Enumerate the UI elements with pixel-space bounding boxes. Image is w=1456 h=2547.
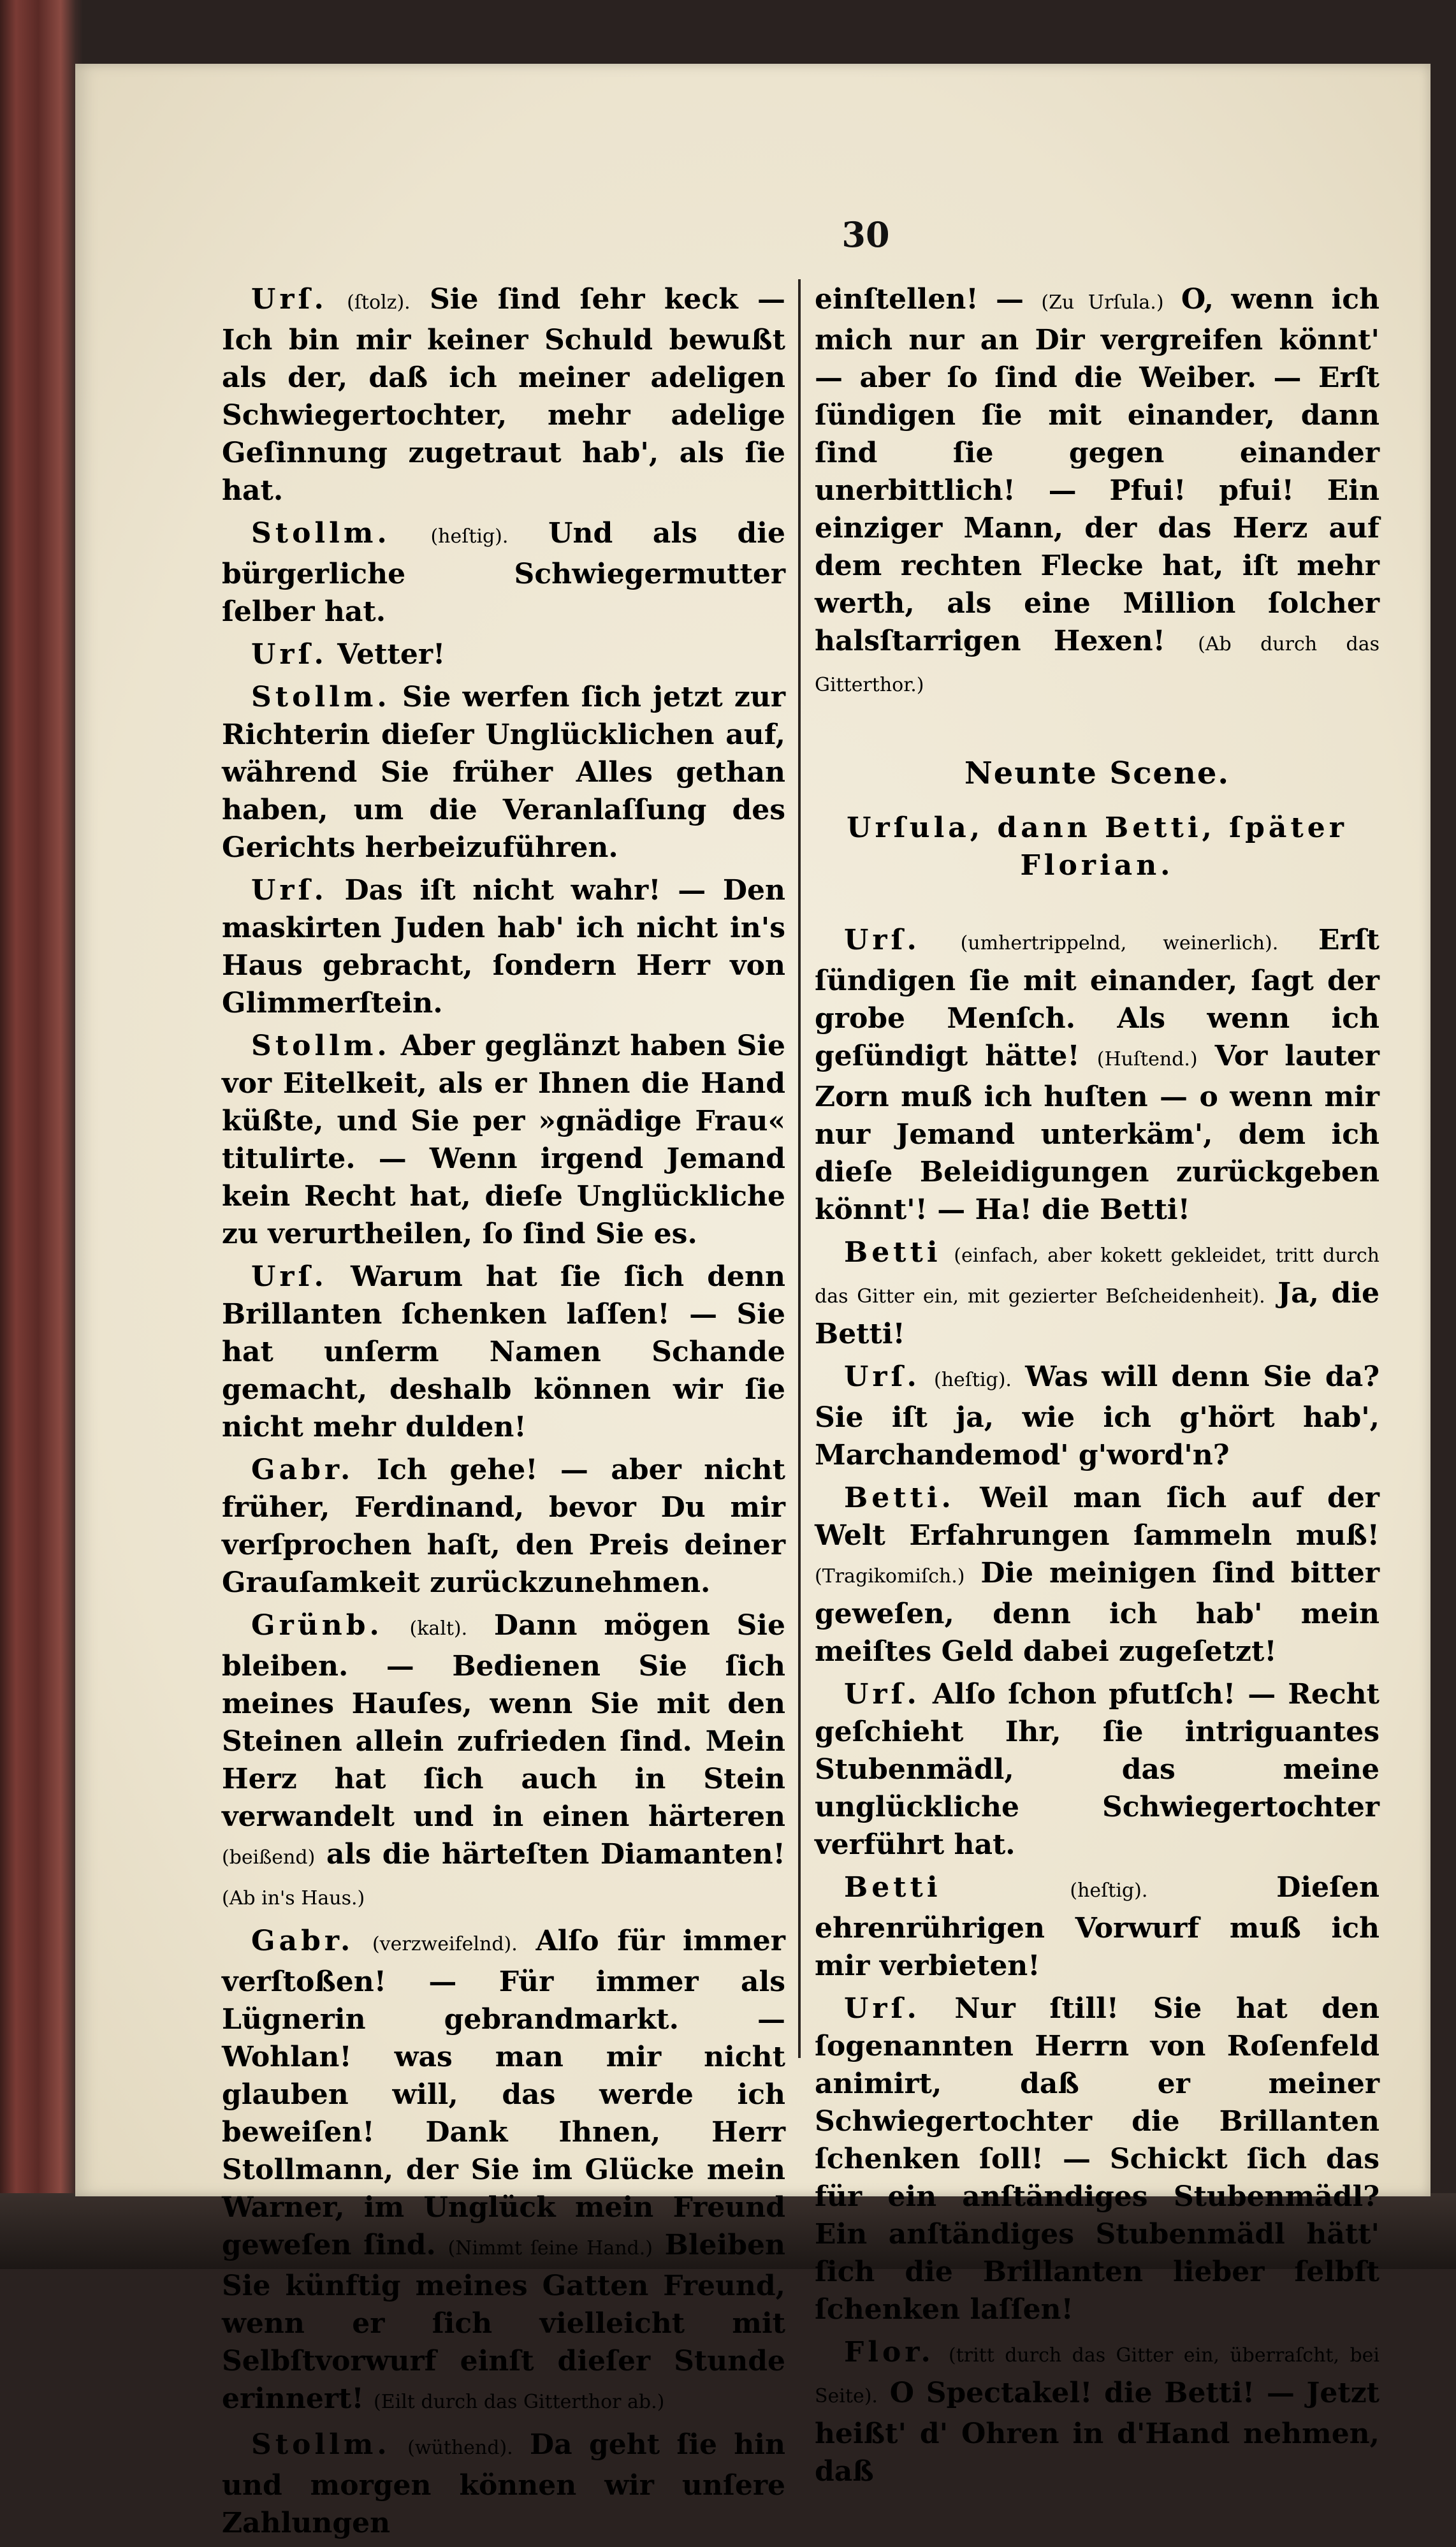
speaker-name: Urſ.	[844, 1992, 921, 2025]
dialogue-paragraph	[222, 1607, 785, 1917]
dialogue-paragraph	[222, 2426, 785, 2542]
dialogue-text: Alſo für immer verſtoßen! — Für immer als Lügnerin gebrandmarkt. — Wohlan! was man mir nicht glauben will, das werde ich beweiſen! Dank Ihnen, Herr Stollmann, der Sie im Glücke mein Warner, im Unglück mein Freund geweſen ſind.	[222, 1925, 785, 2261]
speaker-name: Urſ.	[251, 1260, 328, 1293]
dialogue-text: Weil man ſich auf der Welt Erfahrungen ſammeln muß!	[815, 1482, 1380, 1552]
dialogue-text: Sie ſind ſehr keck — Ich bin mir keiner Schuld bewußt als der, daß ich meiner adeligen Schwiegertochter, mehr adelige Geſinnung zugetraut hab', als ſie hat.	[222, 283, 785, 507]
dialogue-paragraph	[222, 1451, 785, 1602]
dialogue-text: Das iſt nicht wahr! — Den maskirten Juden hab' ich nicht in's Haus gebracht, ſondern Herr von Glimmerſtein.	[222, 874, 785, 1019]
speaker-name: Stollm.	[251, 681, 391, 713]
dialogue-text: O Spectakel! die Betti! — Jetzt heißt' d' Ohren in d'Hand nehmen, daß	[815, 2377, 1380, 2488]
dialogue-paragraph	[222, 872, 785, 1022]
dialogue-text: Nur ſtill! Sie hat den ſogenannten Herrn von Roſenfeld animirt, daß er meiner Schwiegertochter die Brillanten ſchenken ſoll! — Schickt ſich das für ein anſtändiges Stubenmädl? Ein anſtändiges Stubenmädl hätt' ſich die Brillanten lieber ſelbſt ſchenken laſſen!	[815, 1992, 1380, 2326]
speaker-name: Flor.	[844, 2336, 935, 2368]
dialogue-text: Erſt ſündigen ſie mit einander, ſagt der grobe Menſch. Als wenn ich geſündigt hätte!	[815, 924, 1380, 1072]
stage-direction: (kalt).	[409, 1617, 468, 1640]
dialogue-paragraph	[815, 1358, 1380, 1474]
dialogue-paragraph	[815, 2333, 1380, 2490]
dialogue-paragraph	[815, 921, 1380, 1229]
right-column	[815, 281, 1380, 2495]
dialogue-paragraph	[222, 515, 785, 631]
dialogue-text: als die härteſten Diamanten!	[326, 1838, 785, 1871]
dialogue-text: Ja, die Betti!	[815, 1277, 1380, 1350]
dialogue-text: Warum hat ſie ſich denn Brillanten ſchenken laſſen! — Sie hat unſerm Namen Schande gemacht, deshalb können wir ſie nicht mehr dulden!	[222, 1260, 785, 1443]
dialogue-paragraph	[222, 281, 785, 509]
dialogue-text: Bleiben Sie künftig meines Gatten Freund, wenn er ſich vielleicht mit Selbſtvorwurf einſt dieſer Stunde erinnert!	[222, 2229, 785, 2415]
speaker-name: Betti	[844, 1871, 942, 1904]
stage-direction: (heſtig).	[933, 1369, 1012, 1391]
dialogue-text: Die meinigen ſind bitter geweſen, denn ich hab' mein meiſtes Geld dabei zugeſetzt!	[815, 1557, 1380, 1668]
dialogue-text: Alſo ſchon pfutſch! — Recht geſchieht Ihr, ſie intriguantes Stubenmädl, das meine unglückliche Schwiegertochter verführt hat.	[815, 1678, 1380, 1861]
speaker-name: Gabr.	[251, 1925, 354, 1957]
dialogue-paragraph	[222, 1922, 785, 2421]
speaker-name: Stollm.	[251, 1030, 391, 1062]
dialogue-text: Dann mögen Sie bleiben. — Bedienen Sie ſich meines Hauſes, wenn Sie mit den Steinen allein zufrieden ſind. Mein Herz hat ſich auch in Stein verwandelt und in einen härteren	[222, 1609, 786, 1833]
dialogue-paragraph	[815, 1869, 1380, 1985]
continued-paragraph: einſtellen! — (Zu Urſula.) O, wenn ich mich nur an Dir vergreifen könnt' — aber ſo ſind die Weiber. — Erſt ſündigen ſie mit einander, dann ſind ſie gegen einander unerbittlich! — Pfui! pfui! Ein einziger Mann, der das Herz auf dem rechten Flecke hat, iſt mehr werth, als eine Million ſolcher halsſtarrigen Hexen! (Ab durch das Gitterthor.)	[815, 283, 1380, 696]
speaker-name: Betti	[844, 1236, 942, 1269]
stage-direction: (Huſtend.)	[1096, 1048, 1198, 1070]
column-divider	[798, 279, 801, 2058]
scene-persons: Urſula, dann Betti, ſpäter Florian.	[847, 812, 1348, 882]
speaker-name: Urſ.	[251, 874, 328, 907]
speaker-name: Stollm.	[251, 2428, 391, 2461]
speaker-name: Betti.	[844, 1482, 955, 1514]
speaker-name: Gabr.	[251, 1454, 354, 1486]
stage-direction: (einfach, aber kokett gekleidet, tritt durch das Gitter ein, mit gezierter Beſcheidenheit).	[815, 1244, 1380, 1308]
left-column	[222, 281, 785, 2547]
stage-direction: (beißend)	[222, 1846, 316, 1869]
stage-direction: (ſtolz).	[347, 291, 411, 314]
dialogue-text: Dieſen ehrenrührigen Vorwurf muß ich mir verbieten!	[815, 1871, 1380, 1982]
dialogue-paragraph	[222, 1027, 785, 1253]
stage-direction: (wüthend).	[407, 2437, 513, 2459]
speaker-name: Grünb.	[251, 1609, 383, 1642]
dialogue-text: Und als die bürgerliche Schwiegermutter ſelber hat.	[222, 517, 786, 628]
dialogue-paragraph	[222, 1258, 785, 1446]
dialogue-text: Da geht ſie hin und morgen können wir unſere Zahlungen	[222, 2428, 785, 2539]
dialogue-text: Aber geglänzt haben Sie vor Eitelkeit, als er Ihnen die Hand küßte, und Sie per »gnädige Frau« titulirte. — Wenn irgend Jemand kein Recht hat, dieſe Unglückliche zu verurtheilen, ſo ſind Sie es.	[222, 1030, 785, 1250]
dialogue-text: Sie werfen ſich jetzt zur Richterin dieſer Unglücklichen auf, während Sie früher Alles gethan haben, um die Veranlaſſung des Gerichts herbeizuführen.	[222, 681, 785, 864]
right-column-dialogue	[815, 921, 1380, 2490]
stage-direction: (Nimmt ſeine Hand.)	[448, 2237, 653, 2259]
stage-direction: (heſtig).	[430, 525, 509, 548]
dialogue-paragraph	[815, 1234, 1380, 1353]
speaker-name: Urſ.	[251, 638, 328, 671]
dialogue-text: Ich gehe! — aber nicht früher, Ferdinand, bevor Du mir verſprochen haſt, den Preis deiner Grauſamkeit zurückzunehmen.	[222, 1454, 785, 1599]
speaker-name: Urſ.	[844, 924, 921, 956]
dialogue-paragraph	[815, 1479, 1380, 1670]
dialogue-text: Vor lauter Zorn muß ich huſten — o wenn mir nur Jemand unterkäm', dem ich dieſe Beleidigungen zurückgeben könnt'! — Ha! die Betti!	[815, 1040, 1380, 1226]
stage-direction: (verzweifelnd).	[372, 1933, 518, 1955]
dialogue-paragraph	[815, 1990, 1380, 2328]
page-number: 30	[841, 214, 890, 255]
stage-direction: (tritt durch das Gitter ein, überraſcht, bei Seite).	[815, 2344, 1380, 2407]
speaker-name: Urſ.	[844, 1361, 921, 1393]
stage-direction: (Ab in's Haus.)	[222, 1887, 365, 1909]
dialogue-paragraph	[815, 1675, 1380, 1864]
speaker-name: Urſ.	[844, 1678, 921, 1711]
speaker-name: Urſ.	[251, 283, 328, 316]
dialogue-text: Was will denn Sie da? Sie iſt ja, wie ich g'hört hab', Marchandemod' g'word'n?	[815, 1361, 1380, 1471]
stage-direction: (Tragikomiſch.)	[815, 1565, 965, 1587]
dialogue-paragraph	[222, 636, 785, 673]
scene-heading: Neunte Scene.	[964, 755, 1230, 791]
speaker-name: Stollm.	[251, 517, 391, 550]
stage-direction: (umhertrippelnd, weinerlich).	[960, 932, 1279, 954]
dialogue-paragraph	[222, 678, 785, 866]
dialogue-text: Vetter!	[337, 638, 446, 671]
stage-direction: (heſtig).	[1070, 1879, 1148, 1902]
stage-direction: (Eilt durch das Gitterthor ab.)	[374, 2391, 665, 2413]
